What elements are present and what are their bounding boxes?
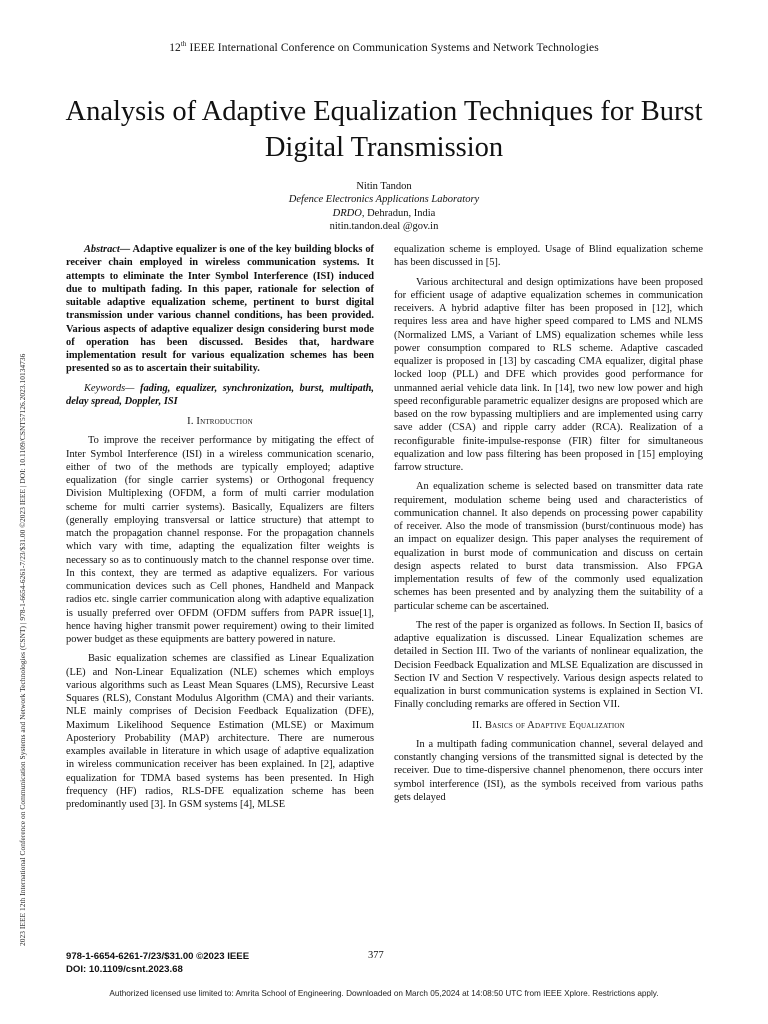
footer-doi: DOI: 10.1109/csnt.2023.68 [66, 964, 183, 975]
author-email: nitin.tandon.deal @gov.in [329, 221, 439, 233]
right-column [394, 243, 703, 810]
intro-paragraph-2: Basic equalization schemes are classified as Linear Equalization (LE) and Non-Linear Equalization (NLE) schemes which employs various algorithms such as Least Mean Squares (LMS), Recursive Least Squares (RLS), Constant Modulus Algorithm (CMA) and their variants. NLE mainly comprises of Decision Feedback Equalization (DFE), Maximum Likelihood Sequence Estimation (MLSE) or Maximum Aposteriory Probability (MAP) architecture. There are numerous examples available in literature in which usage of adaptive equalization in wireless communication receiver has been explained. In [2], adaptive equalization for TDMA based systems has been presented. In High frequency (HF) radios, RLS-DFE equalization scheme has been predominantly used [3]. In GSM systems [4], MLSE [66, 653, 374, 810]
keywords-text: fading, equalizer, synchronization, burst, multipath, delay spread, Doppler, ISI [66, 382, 374, 407]
abstract-text: Adaptive equalizer is one of the key building blocks of receiver chain employed in wireless communication systems. It attempts to eliminate the Inter Symbol Interference (ISI) induced due to multipath fading. In this paper, rationale for selection of suitable adaptive equalization scheme, pertinent to burst digital transmission under various channel conditions, has been provided. Various aspects of adaptive equalizer design considering burst mode of operation has been discussed. Besides that, hardware implementation result for various equalization schemes has been presented so as to ascertain their suitability. [66, 244, 374, 375]
side-citation-strip: 2023 IEEE 12th International Conference on Communication Systems and Network Technologies (CSNT) | 978-1-6654-6261-7/23/$31.00 ©2023 IEEE | DOI: 10.1109/CSNT57126.2023.10134736 [18, 353, 27, 946]
conference-ordinal: 12 [169, 42, 181, 54]
intro-paragraph-4: An equalization scheme is selected based on transmitter data rate requirement, modulation scheme being used and characteristics of communication channel. It also depends on processing power capability of receiver. Also the mode of transmission (burst/continuous mode) has an impact on equalizer design. This paper analyses the requirement of equalization in burst mode of communication and discuss on certain design aspects related to burst data transmission. Also FPGA implementation results of few of the commonly used equalization schemes has been presented and by analyzing them the suitability of a particular scheme can be ascertained. [394, 481, 703, 612]
intro-paragraph-1: To improve the receiver performance by mitigating the effect of Inter Symbol Interference (ISI) in a wireless communication scenario, either of two of the methods are typically employed; adaptive equalization (for single carrier systems) or Orthogonal frequency Division Multiplexing (OFDM, a form of multi carrier modulation scheme for multi carrier systems). Basically, Equalizers are filters (generally employing transversal or lattice structure) that attempt to match the propagation channel response. For the propagation channels which vary with time, adapting the equalization filter weights is necessary so as to continuously match to the channel response over time. In this context, they are termed as adaptive equalizers. For various communication devices such as Cell phones, Handheld and Manpack radios etc. single carrier communication along with adaptive equalization is usually preferred over OFDM (OFDM suffers from PAPR issue[1], hence having higher transmit power requirement) owing to their limited power budget as these equipments are battery powered in nature. [66, 435, 374, 645]
author-org-acronym: DRDO [332, 207, 362, 219]
conference-name: IEEE International Conference on Communication Systems and Network Technologies [186, 42, 599, 54]
intro-paragraph-2-continued: equalization scheme is employed. Usage of Blind equalization scheme has been discussed in [5]. [394, 244, 703, 269]
keywords [66, 382, 374, 409]
intro-paragraph-3: Various architectural and design optimizations have been proposed for efficient usage of adaptive equalization schemes in communication receivers. A hybrid adaptive filter has been proposed in [12], which requires less area and have higher speed compared to LMS and NLMS (Normalized LMS, a Variant of LMS) equalization schemes while less power consumption compared to RLS scheme. Adaptive cascaded equalizer is proposed in [13] by cascading CMA equalizer, digital phase locked loop (PLL) and DFE which provides good performance for unmanned aerial vehicle data link. In [14], two new low power and high speed reconfigurable parametric equalizer designs are proposed which are based on the row bypassing multipliers and are implemented using carry save adder (CSA) and ripple carry adder (RCA). Realization of a reconfigurable finite-impulse-response (FIR) filter for simultaneous equalization and low pass filtering has been proposed in [15] employing farrow structure. [394, 276, 703, 473]
left-column [66, 243, 374, 817]
author-lab: Defence Electronics Applications Laboratory [288, 194, 480, 206]
author-location: , Dehradun, India [361, 207, 436, 219]
paper-title: Analysis of Adaptive Equalization Techniques for Burst Digital Transmission [65, 96, 703, 163]
conference-header [0, 42, 768, 54]
keywords-lead: Keywords— [84, 382, 135, 394]
footer-identifiers [66, 950, 249, 976]
abstract-lead: Abstract— [84, 244, 131, 255]
author-name: Nitin Tandon [356, 181, 412, 192]
abstract [66, 243, 374, 376]
basics-paragraph-1: In a multipath fading communication channel, several delayed and constantly changing versions of the transmitted signal is detected by the receiver. Due to time-dispersive channel phenomenon, there occurs inter symbol interference (ISI), as the symbols received from various paths gets delayed [394, 738, 703, 803]
section-heading-introduction: I. Introduction [187, 416, 253, 427]
section-heading-basics: II. Basics of Adaptive Equalization [472, 719, 625, 731]
author-block [0, 180, 768, 234]
footer-isbn: 978-1-6654-6261-7/23/$31.00 ©2023 IEEE [66, 951, 250, 962]
page-number: 377 [368, 950, 384, 961]
intro-paragraph-5: The rest of the paper is organized as follows. In Section II, basics of adaptive equalization is discussed. Linear Equalization schemes are detailed in Section III. Two of the variants of nonlinear equalization, the Decision Feedback Equalization and MLSE Equalization are discussed in Section IV and Section V respectively. Various design aspects related to equalization in burst communication systems is explained in Section VI. Finally concluding remarks are offered in Section VII. [394, 619, 703, 711]
conference-ordinal-suffix: th [180, 40, 187, 49]
author-org [0, 207, 768, 220]
license-notice: Authorized licensed use limited to: Amrita School of Engineering. Downloaded on March 05,2024 at 14:08:50 UTC from IEEE Xplore. Restrictions apply. [109, 989, 659, 998]
